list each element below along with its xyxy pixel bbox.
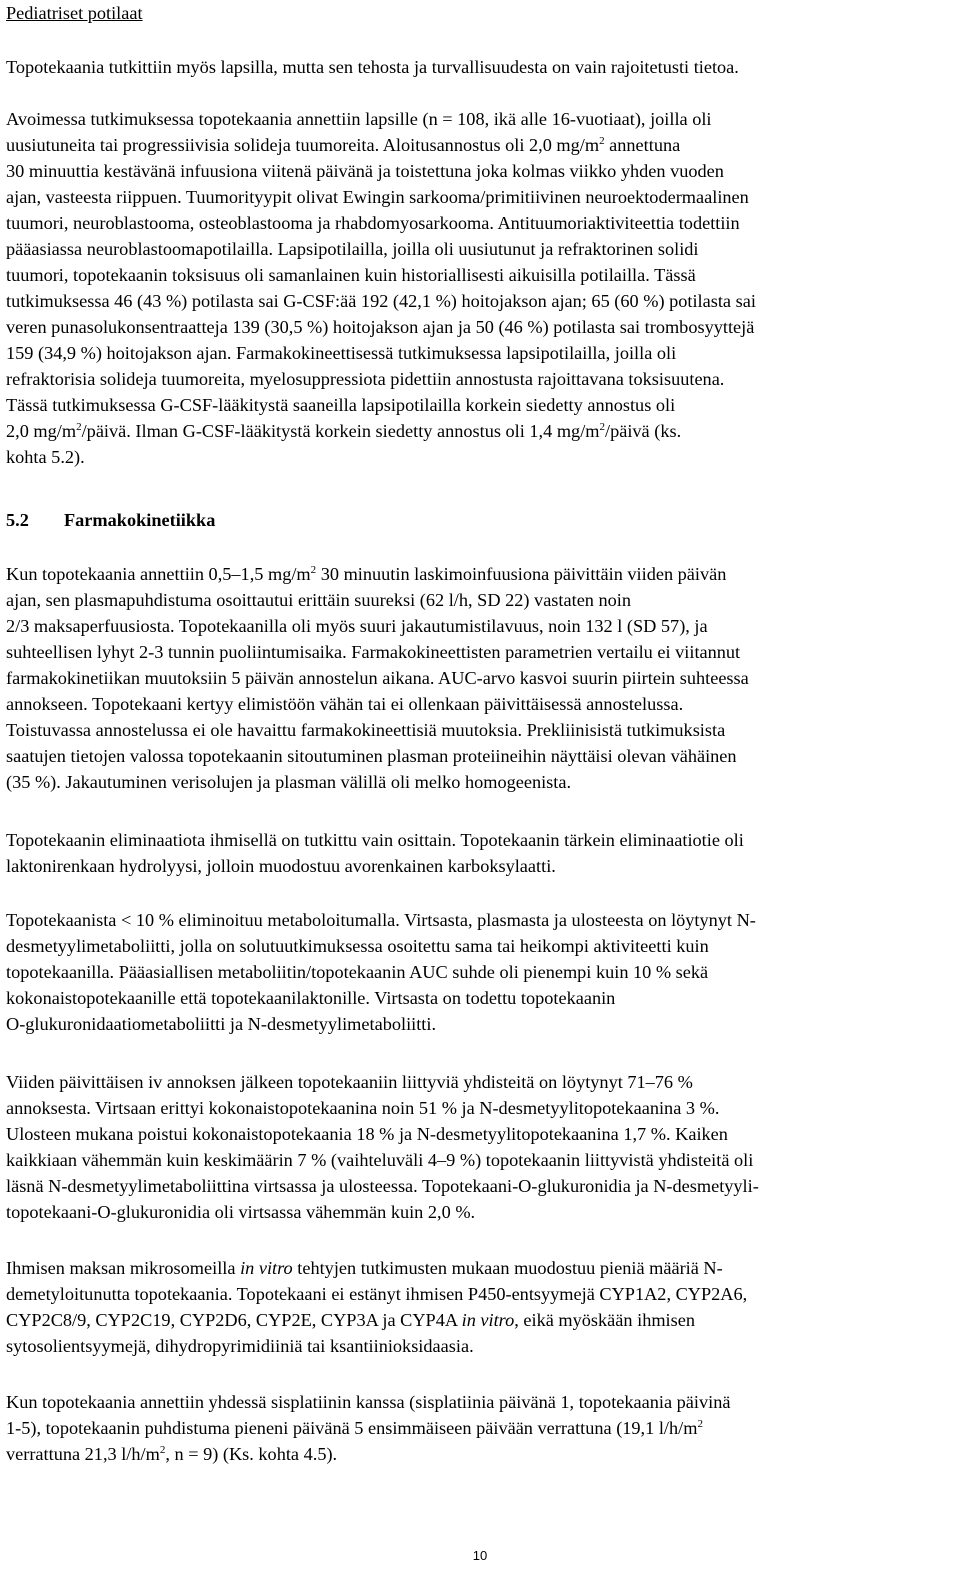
- paragraph-line: O-glukuronidaatiometaboliitti ja N-desmetyylimetaboliitti.: [6, 1014, 437, 1034]
- paragraph-line: 159 (34,9 %) hoitojakson ajan. Farmakokineettisessä tutkimuksessa lapsipotilailla, joilla oli: [6, 343, 677, 363]
- paragraph-line: Toistuvassa annostelussa ei ole havaittu farmakokineettisiä muutoksia. Prekliinisistä tutkimuksista: [6, 720, 726, 740]
- paragraph-line: Topotekaania tutkittiin myös lapsilla, mutta sen tehosta ja turvallisuudesta on vain rajoitetusti tietoa.: [6, 57, 739, 77]
- page-number: 10: [472, 1548, 488, 1563]
- paragraph-line: saatujen tietojen valossa topotekaanin sitoutuminen plasman proteiineihin näyttäisi olevan vähäinen: [6, 746, 737, 766]
- paragraph-line: Kun topotekaania annettiin yhdessä sisplatiinin kanssa (sisplatiinia päivänä 1, topotekaania päivinä: [6, 1392, 731, 1412]
- paragraph-line: uusiutuneita tai progressiivisia solideja tuumoreita. Aloitusannostus oli 2,0 $mg/m^2$ annettuna: [6, 135, 681, 155]
- paragraph-line: 2/3 maksaperfuusiosta. Topotekaanilla oli myös suuri jakautumistilavuus, noin 132 l (SD 57), ja: [6, 616, 708, 636]
- paragraph-line: verrattuna 21,3 $l/h/m^2$, n = 9) (Ks. kohta 4.5).: [6, 1444, 338, 1464]
- paragraph-line: tutkimuksessa 46 (43 %) potilasta sai G-CSF:ää 192 (42,1 %) hoitojakson ajan; 65 (60 %) potilasta sai: [6, 291, 756, 311]
- paragraph-line: Topotekaanista < 10 % eliminoituu metaboloitumalla. Virtsasta, plasmasta ja ulosteesta on löytynyt N-: [6, 910, 756, 930]
- paragraph-line: kohta 5.2).: [6, 447, 85, 467]
- paragraph-line: ajan, sen plasmapuhdistuma osoittautui erittäin suureksi (62 l/h, SD 22) vastaten noin: [6, 590, 632, 610]
- paragraph-line: Avoimessa tutkimuksessa topotekaania annettiin lapsille (n = 108, ikä alle 16-vuotiaat), joilla oli: [6, 109, 712, 129]
- paragraph-line: annokseen. Topotekaani kertyy elimistöön vähän tai ei ollenkaan päivittäisessä annostelussa.: [6, 694, 684, 714]
- paragraph-line: demetyloitunutta topotekaania. Topotekaani ei estänyt ihmisen P450-entsyymejä CYP1A2, CYP2A6,: [6, 1284, 748, 1304]
- paragraph-line: topotekaanilla. Pääasiallisen metaboliitin/topotekaanin AUC suhde oli pienempi kuin 10 % sekä: [6, 962, 709, 982]
- paragraph-line: (35 %). Jakautuminen verisolujen ja plasman välillä oli melko homogeenista.: [6, 772, 572, 792]
- paragraph-line: farmakokinetiikan muutoksiin 5 päivän annostelun aikana. AUC-arvo kasvoi suurin piirtein suhteessa: [6, 668, 749, 688]
- paragraph-line: pääasiassa neuroblastoomapotilailla. Lapsipotilailla, joilla oli uusiutunut ja refraktorinen solidi: [6, 239, 699, 259]
- paragraph-line: topotekaani-O-glukuronidia oli virtsassa vähemmän kuin 2,0 %.: [6, 1202, 476, 1222]
- paragraph-line: tuumori, topotekaanin toksisuus oli samanlainen kuin historiallisesti aikuisilla potilailla. Tässä: [6, 265, 696, 285]
- paragraph-line: 30 minuuttia kestävänä infuusiona viitenä päivänä ja toistettuna joka kolmas viikko yhden vuoden: [6, 161, 724, 181]
- paragraph-line: 2,0 $mg/m^2$/päivä. Ilman G-CSF-lääkitystä korkein siedetty annostus oli 1,4 $mg/m^2$/päivä (ks.: [6, 421, 682, 441]
- paragraph-line: kaikkiaan vähemmän kuin keskimäärin 7 % (vaihteluväli 4–9 %) topotekaanin liittyvistä yhdisteitä oli: [6, 1150, 754, 1170]
- section-title: Farmakokinetiikka: [64, 510, 216, 530]
- paragraph-line: Kun topotekaania annettiin 0,5–1,5 $mg/m^2$ 30 minuutin laskimoinfuusiona päivittäin viiden päivän: [6, 564, 727, 584]
- paragraph-line: veren punasolukonsentraatteja 139 (30,5 %) hoitojakson ajan ja 50 (46 %) potilasta sai trombosyyttejä: [6, 317, 755, 337]
- paragraph-line: desmetyylimetaboliitti, jolla on solutuutkimuksessa osoitettu sama tai heikompi aktiviteetti kuin: [6, 936, 709, 956]
- section-heading: [6, 507, 215, 533]
- subsection-heading: Pediatriset potilaat: [6, 3, 143, 23]
- paragraph-line: Tässä tutkimuksessa G-CSF-lääkitystä saaneilla lapsipotilailla korkein siedetty annostus oli: [6, 395, 676, 415]
- paragraph-line: ajan, vasteesta riippuen. Tuumorityypit olivat Ewingin sarkooma/primitiivinen neuroektodermaalinen: [6, 187, 749, 207]
- paragraph-line: suhteellisen lyhyt 2-3 tunnin puoliintumisaika. Farmakokineettisten parametrien vertailu ei viitannut: [6, 642, 741, 662]
- paragraph-line: 1-5), topotekaanin puhdistuma pieneni päivänä 5 ensimmäiseen päivään verrattuna (19,1 $l/h/m^2$: [6, 1418, 703, 1438]
- paragraph-line: Topotekaanin eliminaatiota ihmisellä on tutkittu vain osittain. Topotekaanin tärkein eliminaatiotie oli: [6, 830, 744, 850]
- paragraph-line: läsnä N-desmetyylimetaboliittina virtsassa ja ulosteessa. Topotekaani-O-glukuronidia ja N-desmetyyli-: [6, 1176, 759, 1196]
- paragraph-line: sytosolientsyymejä, dihydropyrimidiiniä tai ksantiinioksidaasia.: [6, 1336, 474, 1356]
- paragraph-line: annoksesta. Virtsaan erittyi kokonaistopotekaanina noin 51 % ja N-desmetyylitopotekaanina 3 %.: [6, 1098, 720, 1118]
- paragraph-line: refraktorisia solideja tuumoreita, myelosuppressiota pidettiin annostusta rajoittavana toksisuutena.: [6, 369, 725, 389]
- paragraph-line: Ihmisen maksan mikrosomeilla in vitro tehtyjen tutkimusten mukaan muodostuu pieniä määriä N-: [6, 1258, 723, 1278]
- paragraph-line: CYP2C8/9, CYP2C19, CYP2D6, CYP2E, CYP3A ja CYP4A in vitro, eikä myöskään ihmisen: [6, 1310, 696, 1330]
- paragraph-line: kokonaistopotekaanille että topotekaanilaktonille. Virtsasta on todettu topotekaanin: [6, 988, 616, 1008]
- paragraph-line: Viiden päivittäisen iv annoksen jälkeen topotekaaniin liittyviä yhdisteitä on löytynyt 71–76 %: [6, 1072, 693, 1092]
- paragraph-line: laktonirenkaan hydrolyysi, jolloin muodostuu avorenkainen karboksylaatti.: [6, 856, 556, 876]
- section-number: 5.2: [6, 510, 29, 530]
- paragraph-line: tuumori, neuroblastooma, osteoblastooma ja rhabdomyosarkooma. Antituumoriaktiviteettia todettiin: [6, 213, 740, 233]
- paragraph-line: Ulosteen mukana poistui kokonaistopotekaania 18 % ja N-desmetyylitopotekaanina 1,7 %. Kaiken: [6, 1124, 728, 1144]
